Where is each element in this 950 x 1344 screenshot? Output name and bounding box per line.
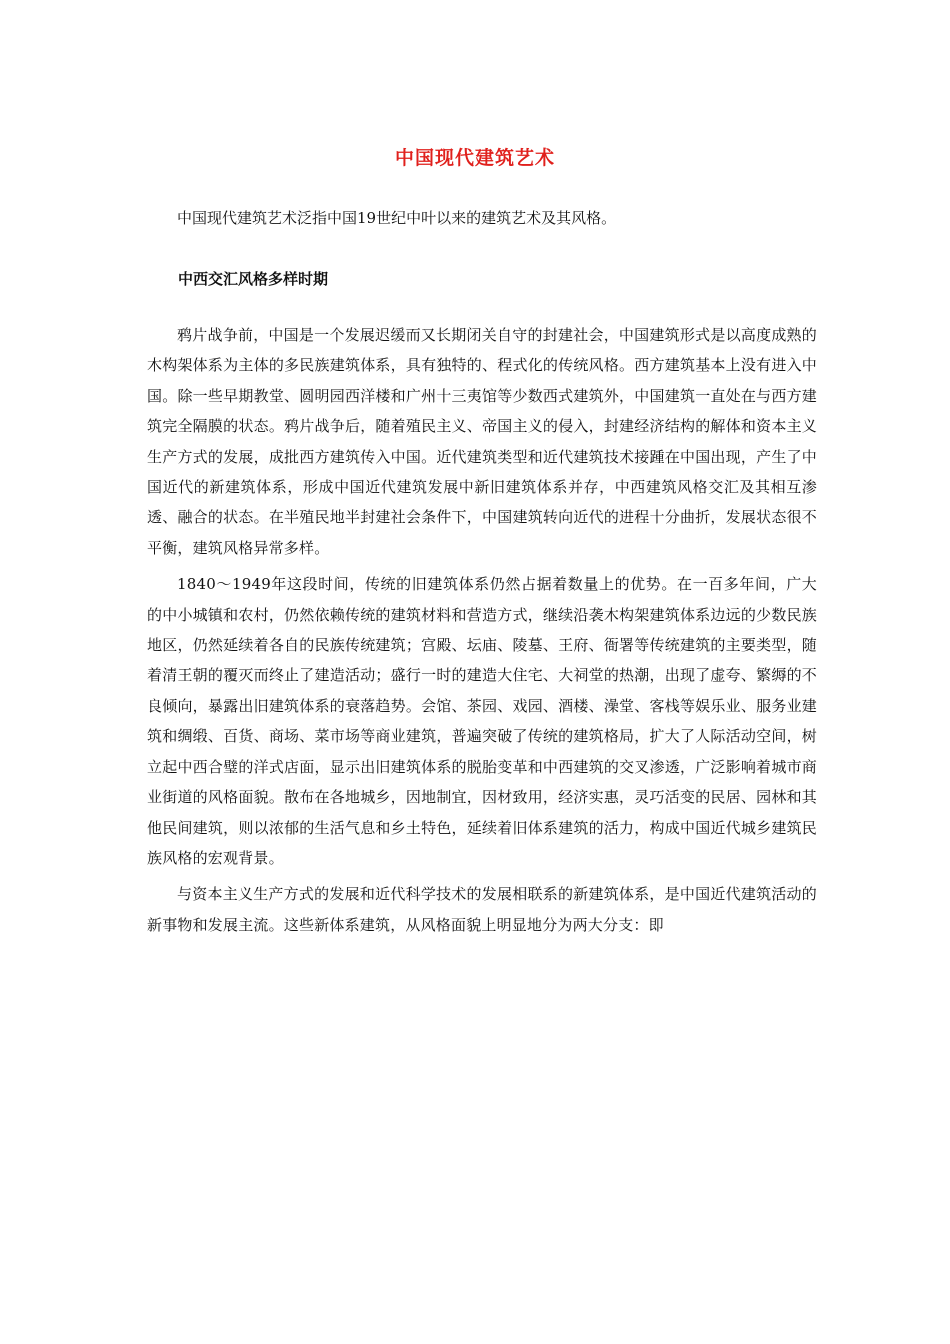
body-paragraph: 鸦片战争前，中国是一个发展迟缓而又长期闭关自守的封建社会，中国建筑形式是以高度成熟的木构架体系为主体的多民族建筑体系，具有独特的、程式化的传统风格。西方建筑基本上没有进入中国。除一些早期教堂、圆明园西洋楼和广州十三夷馆等少数西式建筑外，中国建筑一直处在与西方建筑完全隔膜的状态。鸦片战争后，随着殖民主义、帝国主义的侵入，封建经济结构的解体和资本主义生产方式的发展，成批西方建筑传入中国。近代建筑类型和近代建筑技术接踵在中国出现，产生了中国近代的新建筑体系，形成中国近代建筑发展中新旧建筑体系并存，中西建筑风格交汇及其相互渗透、融合的状态。在半殖民地半封建社会条件下，中国建筑转向近代的进程十分曲折，发展状态很不平衡，建筑风格异常多样。 — [147, 326, 817, 557]
document-title: 中国现代建筑艺术 — [394, 147, 555, 169]
body-paragraph: 1840～1949年这段时间，传统的旧建筑体系仍然占据着数量上的优势。在一百多年间，广大的中小城镇和农村，仍然依赖传统的建筑材料和营造方式，继续沿袭木构架建筑体系边远的少数民族地区，仍然延续着各自的民族传统建筑；宫殿、坛庙、陵墓、王府、衙署等传统建筑的主要类型，随着清王朝的覆灭而终止了建造活动；盛行一时的建造大住宅、大祠堂的热潮，出现了虚夸、繁缛的不良倾向，暴露出旧建筑体系的衰落趋势。会馆、茶园、戏园、酒楼、澡堂、客栈等娱乐业、服务业建筑和绸缎、百货、商场、菜市场等商业建筑，普遍突破了传统的建筑格局，扩大了人际活动空间，树立起中西合璧的洋式店面，显示出旧建筑体系的脱胎变革和中西建筑的交叉渗透，广泛影响着城市商业街道的风格面貌。散布在各地城乡，因地制宜，因材致用，经济实惠，灵巧活变的民居、园林和其他民间建筑，则以浓郁的生活气息和乡土特色，延续着旧体系建筑的活力，构成中国近代城乡建筑民族风格的宏观背景。 — [147, 575, 817, 867]
section-heading: 中西交汇风格多样时期 — [178, 270, 329, 288]
body-text — [147, 320, 817, 946]
body-paragraph: 与资本主义生产方式的发展和近代科学技术的发展相联系的新建筑体系，是中国近代建筑活动的新事物和发展主流。这些新体系建筑，从风格面貌上明显地分为两大分支：即 — [147, 885, 817, 934]
intro-paragraph: 中国现代建筑艺术泛指中国19世纪中叶以来的建筑艺术及其风格。 — [177, 209, 617, 227]
